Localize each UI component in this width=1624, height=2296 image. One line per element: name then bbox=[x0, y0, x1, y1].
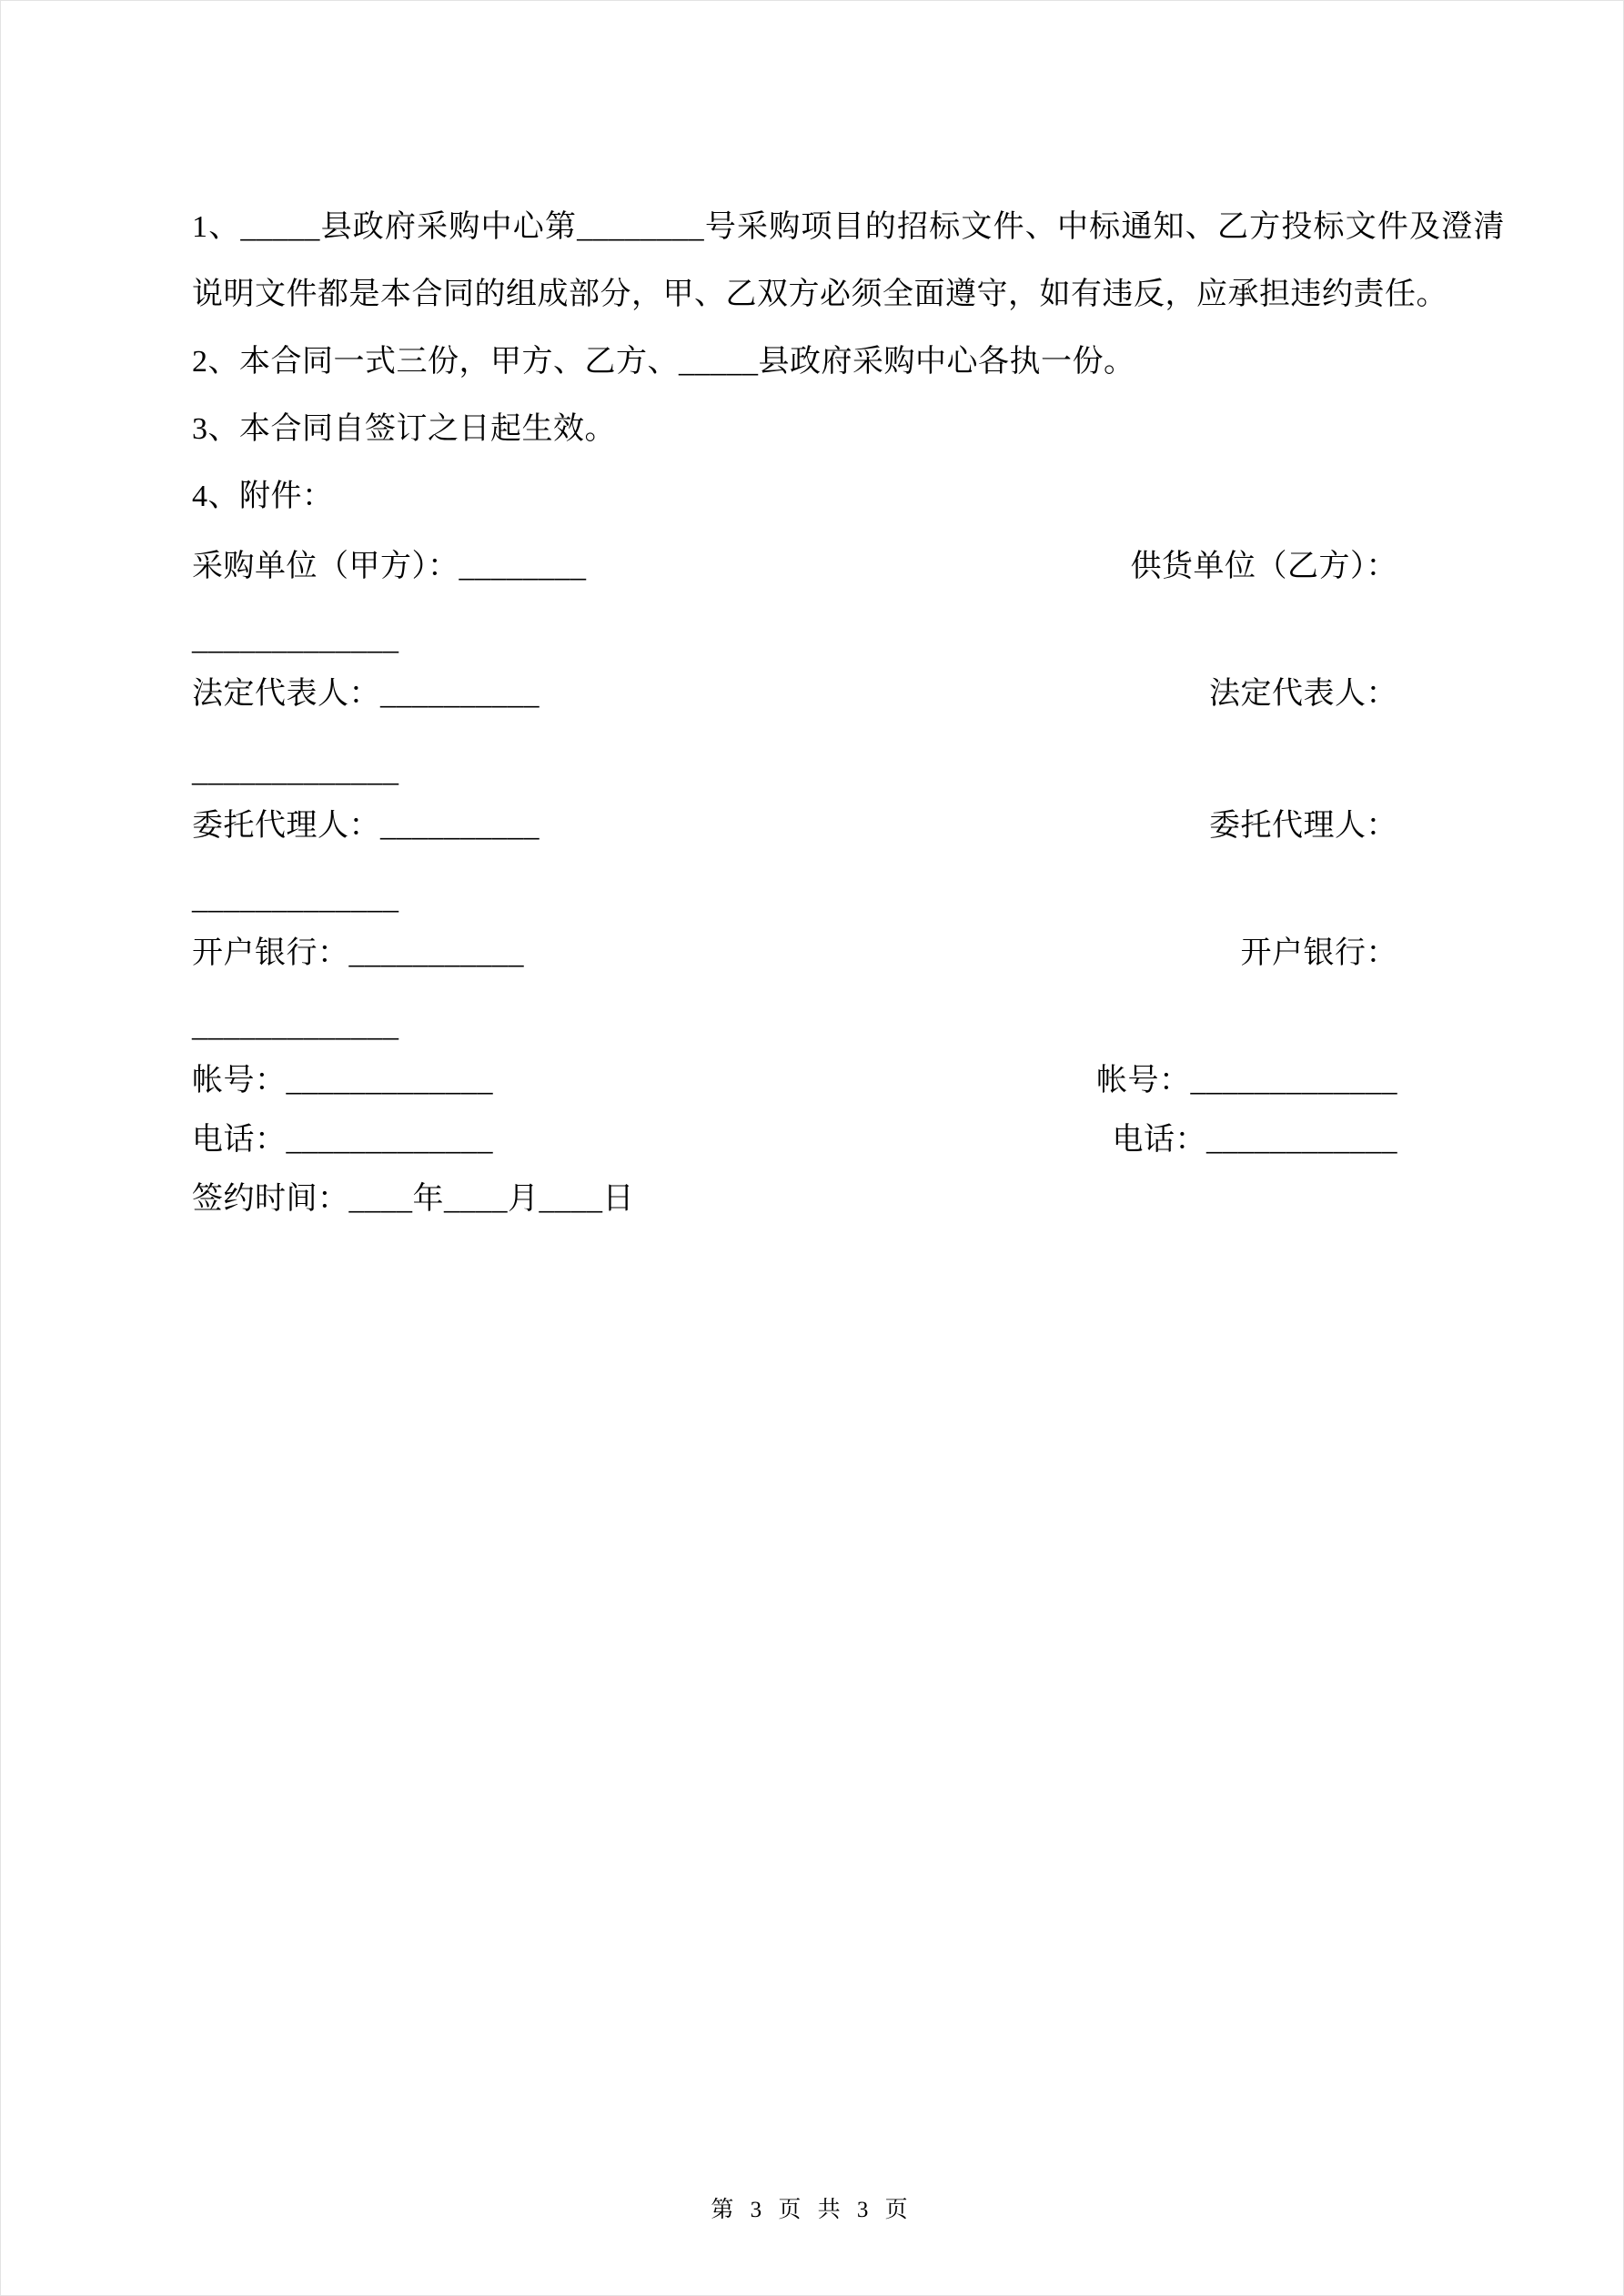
clause-1: 1、_____县政府采购中心第________号采购项目的招标文件、中标通知、乙方投标文件及澄清说明文件都是本合同的组成部分，甲、乙双方必须全面遵守，如有违反，应承担违约责任。 bbox=[192, 210, 1505, 311]
supplier-label: 供货单位（乙方）： bbox=[1130, 550, 1397, 583]
row-signing-date bbox=[192, 1172, 1505, 1227]
row-wrapped-blank bbox=[192, 612, 1505, 667]
row-phone bbox=[192, 1113, 1505, 1168]
phone-label-blank-right: 电话：____________ bbox=[1112, 1123, 1397, 1157]
page-number-footer: 第 3 页 共 3 页 bbox=[711, 2198, 913, 2222]
signing-date-right bbox=[1397, 1172, 1505, 1227]
agent-label-blank: 委托代理人：__________ bbox=[192, 809, 540, 843]
account-label-blank-right: 帐号：_____________ bbox=[1096, 1064, 1397, 1097]
legal-rep-label: 法定代表人： bbox=[1209, 677, 1397, 711]
row-wrapped-blank bbox=[192, 744, 1505, 799]
legal-rep-label-blank: 法定代表人：__________ bbox=[192, 677, 540, 711]
blank-line: _____________ bbox=[192, 1009, 399, 1043]
clause-3: 3、本合同自签订之日起生效。 bbox=[192, 412, 616, 446]
row-bank bbox=[192, 926, 1505, 981]
row-account-number bbox=[192, 1054, 1505, 1108]
blank-line: _____________ bbox=[192, 754, 399, 788]
purchaser-label-blank: 采购单位（甲方）：________ bbox=[192, 550, 587, 583]
phone-label-blank-left: 电话：_____________ bbox=[192, 1123, 493, 1157]
bank-label: 开户银行： bbox=[1240, 936, 1397, 970]
row-wrapped-blank bbox=[192, 999, 1505, 1054]
row-purchaser-supplier bbox=[192, 540, 1505, 594]
row-legal-representative bbox=[192, 667, 1505, 722]
blank-right bbox=[1397, 999, 1505, 1054]
blank-line: _____________ bbox=[192, 622, 399, 656]
blank-right bbox=[1397, 744, 1505, 799]
row-entrusted-agent bbox=[192, 799, 1505, 854]
blank-right bbox=[1397, 612, 1505, 667]
account-label-blank-left: 帐号：_____________ bbox=[192, 1064, 493, 1097]
signing-date-label-blank: 签约时间：____年____月____日 bbox=[192, 1182, 634, 1216]
agent-label: 委托代理人： bbox=[1209, 809, 1397, 843]
clause-4: 4、附件： bbox=[192, 480, 334, 513]
row-wrapped-blank bbox=[192, 872, 1505, 926]
clause-2: 2、本合同一式三份，甲方、乙方、_____县政府采购中心各执一份。 bbox=[192, 345, 1135, 379]
bank-label-blank: 开户银行：___________ bbox=[192, 936, 524, 970]
blank-line: _____________ bbox=[192, 882, 399, 915]
blank-right bbox=[1397, 872, 1505, 926]
page-content bbox=[192, 194, 1505, 1227]
